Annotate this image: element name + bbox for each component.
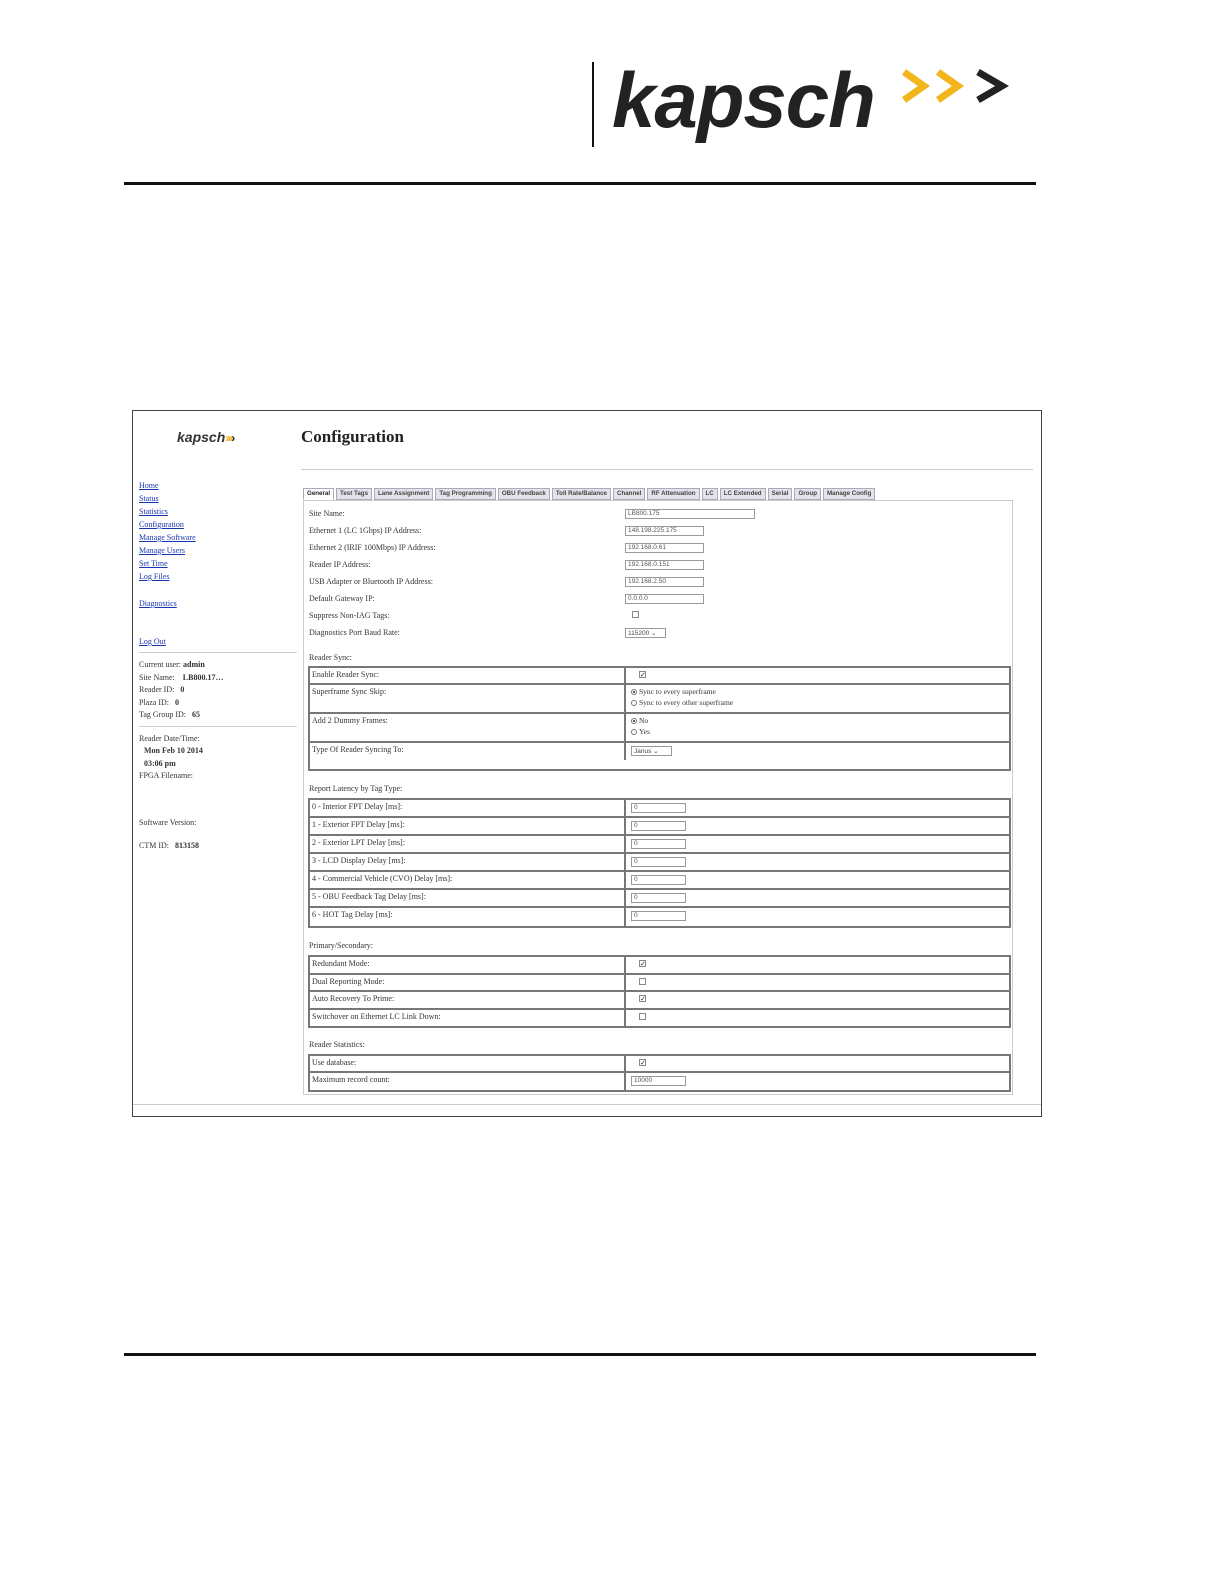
nav-manage-software[interactable]: Manage Software <box>139 533 196 542</box>
site-name-input[interactable] <box>625 509 755 519</box>
use-database-checkbox[interactable]: ✓ <box>640 1059 646 1067</box>
site-name-info: Site Name: LB800.17… <box>139 672 224 682</box>
max-record-cell <box>628 1073 1009 1090</box>
primary-value-cell <box>628 1010 1009 1028</box>
latency-value-cell <box>628 872 1009 888</box>
use-database-label: Use database: <box>310 1056 626 1071</box>
tag-group-info: Tag Group ID: 65 <box>139 710 200 719</box>
nav-status[interactable]: Status <box>139 494 159 503</box>
primary-row <box>310 975 1009 993</box>
latency-input[interactable] <box>631 821 686 831</box>
tab-general[interactable]: General <box>303 488 334 500</box>
baud-label: Diagnostics Port Baud Rate: <box>309 628 400 637</box>
latency-input[interactable] <box>631 911 686 921</box>
chevron-icon: ››› <box>225 431 232 445</box>
tab-toll-rate[interactable]: Toll Rate/Balance <box>552 488 611 500</box>
eth2-label: Ethernet 2 (IRIF 100Mbps) IP Address: <box>309 543 436 552</box>
fpga-filename: FPGA Filename: <box>139 771 194 780</box>
sidebar <box>139 479 299 853</box>
dummy-option-no[interactable]: No <box>631 715 1006 726</box>
reader-id-info: Reader ID: 0 <box>139 685 185 694</box>
reader-datetime-label: Reader Date/Time: <box>139 733 200 743</box>
current-user: Current user: admin <box>139 660 205 669</box>
latency-label: 1 - Exterior FPT Delay [ms]: <box>310 818 626 834</box>
site-name-row <box>309 507 345 520</box>
title-divider <box>301 469 1033 470</box>
tab-lane-assignment[interactable]: Lane Assignment <box>374 488 433 500</box>
footer-rule <box>124 1353 1036 1356</box>
reader-statistics-table <box>308 1054 1011 1092</box>
enable-sync-row <box>310 668 1009 685</box>
ctm-id: CTM ID: 813158 <box>139 841 199 850</box>
use-database-row <box>310 1056 1009 1073</box>
app-logo-text: kapsch <box>177 429 226 445</box>
latency-row <box>310 836 1009 854</box>
enable-sync-checkbox[interactable]: ✓ <box>640 671 646 679</box>
primary-row <box>310 992 1009 1010</box>
sync-type-label: Type Of Reader Syncing To: <box>310 743 626 760</box>
suppress-row <box>309 609 390 622</box>
gateway-input[interactable] <box>625 594 704 604</box>
tab-lc[interactable]: LC <box>702 488 718 500</box>
primary-row <box>310 957 1009 975</box>
latency-table <box>308 798 1011 928</box>
tab-channel[interactable]: Channel <box>613 488 645 500</box>
primary-label: Auto Recovery To Prime: <box>310 992 626 1008</box>
enable-sync-label: Enable Reader Sync: <box>310 668 626 683</box>
latency-label: 2 - Exterior LPT Delay [ms]: <box>310 836 626 852</box>
suppress-label: Suppress Non-IAG Tags: <box>309 611 390 620</box>
eth1-row <box>309 524 421 537</box>
latency-input[interactable] <box>631 857 686 867</box>
reader-ip-label: Reader IP Address: <box>309 560 371 569</box>
max-record-label: Maximum record count: <box>310 1073 626 1090</box>
dummy-option-yes[interactable]: Yes <box>631 726 1006 737</box>
latency-row <box>310 818 1009 836</box>
latency-heading: Report Latency by Tag Type: <box>309 784 403 793</box>
radio-selected-icon <box>631 689 637 695</box>
eth1-input[interactable] <box>625 526 704 536</box>
primary-checkbox[interactable] <box>639 978 646 985</box>
max-record-row <box>310 1073 1009 1090</box>
header-divider <box>592 62 594 147</box>
eth2-input[interactable] <box>625 543 704 553</box>
nav-diagnostics[interactable]: Diagnostics <box>139 599 177 608</box>
latency-input[interactable] <box>631 839 686 849</box>
plaza-id-info: Plaza ID: 0 <box>139 697 179 707</box>
primary-label: Dual Reporting Mode: <box>310 975 626 991</box>
nav-logout[interactable]: Log Out <box>139 637 166 646</box>
chevron-down-icon: ⌄ <box>653 748 659 755</box>
enable-sync-cell <box>628 668 1009 683</box>
primary-secondary-heading: Primary/Secondary: <box>309 941 373 950</box>
primary-label: Switchover on Ethernet LC Link Down: <box>310 1010 626 1028</box>
dummy-frames-row <box>310 714 1009 743</box>
tab-tag-programming[interactable]: Tag Programming <box>435 488 495 500</box>
eth1-label: Ethernet 1 (LC 1Gbps) IP Address: <box>309 526 422 535</box>
sidebar-divider <box>139 652 297 653</box>
gateway-label: Default Gateway IP: <box>309 594 375 603</box>
sync-type-row <box>310 743 1009 760</box>
latency-label: 4 - Commercial Vehicle (CVO) Delay [ms]: <box>310 872 626 888</box>
chevrons-icon <box>902 68 1022 108</box>
latency-input[interactable] <box>631 875 686 885</box>
dummy-frames-cell <box>628 714 1009 741</box>
latency-value-cell <box>628 800 1009 816</box>
superframe-skip-row <box>310 685 1009 714</box>
sync-type-select[interactable]: Janus ⌄ <box>631 746 672 756</box>
nav-set-time[interactable]: Set Time <box>139 559 168 568</box>
primary-checkbox[interactable] <box>639 1013 646 1020</box>
tab-test-tags[interactable]: Test Tags <box>336 488 372 500</box>
tab-serial[interactable]: Serial <box>768 488 793 500</box>
latency-value-cell <box>628 908 1009 926</box>
site-name-label: Site Name: <box>309 509 345 518</box>
primary-value-cell <box>628 957 1009 973</box>
primary-checkbox[interactable]: ✓ <box>640 995 646 1003</box>
reader-date: Mon Feb 10 2014 <box>144 746 203 755</box>
tab-group[interactable]: Group <box>794 488 821 500</box>
chevron-icon: › <box>231 431 236 445</box>
gateway-row <box>309 592 375 605</box>
radio-icon <box>631 700 637 706</box>
app-window <box>132 410 1042 1117</box>
tab-lc-extended[interactable]: LC Extended <box>720 488 766 500</box>
latency-value-cell <box>628 836 1009 852</box>
latency-label: 0 - Interior FPT Delay [ms]: <box>310 800 626 816</box>
use-database-cell <box>628 1056 1009 1071</box>
bottom-divider <box>133 1104 1041 1105</box>
usb-label: USB Adapter or Bluetooth IP Address: <box>309 577 433 586</box>
baud-row <box>309 626 400 639</box>
latency-input[interactable] <box>631 803 686 813</box>
reader-ip-input[interactable] <box>625 560 704 570</box>
page-title: Configuration <box>301 427 404 446</box>
baud-select[interactable]: 115200 ⌄ <box>625 628 666 638</box>
dummy-frames-label: Add 2 Dummy Frames: <box>310 714 626 741</box>
latency-label: 3 - LCD Display Delay [ms]: <box>310 854 626 870</box>
latency-label: 5 - OBU Feedback Tag Delay [ms]: <box>310 890 626 906</box>
max-record-input[interactable] <box>631 1076 686 1086</box>
sidebar-divider <box>139 726 297 727</box>
suppress-checkbox[interactable] <box>632 611 639 618</box>
latency-row <box>310 854 1009 872</box>
tab-bar <box>303 488 1013 500</box>
latency-value-cell <box>628 854 1009 870</box>
sync-type-cell <box>628 743 1009 760</box>
usb-row <box>309 575 433 588</box>
reader-sync-heading: Reader Sync: <box>309 653 352 662</box>
nav-statistics[interactable]: Statistics <box>139 507 168 516</box>
reader-time: 03:06 pm <box>144 758 176 768</box>
general-panel <box>303 500 1013 1095</box>
tab-obu-feedback[interactable]: OBU Feedback <box>498 488 550 500</box>
app-logo <box>177 429 235 445</box>
latency-label: 6 - HOT Tag Delay [ms]: <box>310 908 626 926</box>
nav-home[interactable]: Home <box>139 481 159 490</box>
skip-option-every[interactable]: Sync to every superframe <box>631 686 1006 697</box>
nav-log-files[interactable]: Log Files <box>139 572 170 581</box>
latency-row <box>310 800 1009 818</box>
latency-row <box>310 872 1009 890</box>
usb-input[interactable] <box>625 577 704 587</box>
brand-wordmark: kapsch <box>612 56 875 144</box>
primary-value-cell <box>628 992 1009 1008</box>
header-rule <box>124 182 1036 185</box>
latency-value-cell <box>628 890 1009 906</box>
superframe-skip-cell <box>628 685 1009 712</box>
nav-configuration[interactable]: Configuration <box>139 520 184 529</box>
reader-statistics-heading: Reader Statistics: <box>309 1040 365 1049</box>
sidebar-nav <box>139 479 299 648</box>
latency-value-cell <box>628 818 1009 834</box>
primary-checkbox[interactable]: ✓ <box>640 960 646 968</box>
latency-row <box>310 890 1009 908</box>
software-version: Software Version: <box>139 817 197 827</box>
latency-input[interactable] <box>631 893 686 903</box>
superframe-skip-label: Superframe Sync Skip: <box>310 685 626 712</box>
reader-ip-row <box>309 558 370 571</box>
primary-label: Redundant Mode: <box>310 957 626 973</box>
primary-value-cell <box>628 975 1009 991</box>
primary-secondary-table <box>308 955 1011 1028</box>
nav-manage-users[interactable]: Manage Users <box>139 546 185 555</box>
reader-sync-table <box>308 666 1011 771</box>
primary-row <box>310 1010 1009 1028</box>
chevron-down-icon: ⌄ <box>651 630 657 637</box>
tab-manage-config[interactable]: Manage Config <box>823 488 875 500</box>
tab-rf-attenuation[interactable]: RF Attenuation <box>647 488 699 500</box>
eth2-row <box>309 541 436 554</box>
radio-selected-icon <box>631 718 637 724</box>
skip-option-other[interactable]: Sync to every other superframe <box>631 697 1006 708</box>
radio-icon <box>631 729 637 735</box>
latency-row <box>310 908 1009 926</box>
